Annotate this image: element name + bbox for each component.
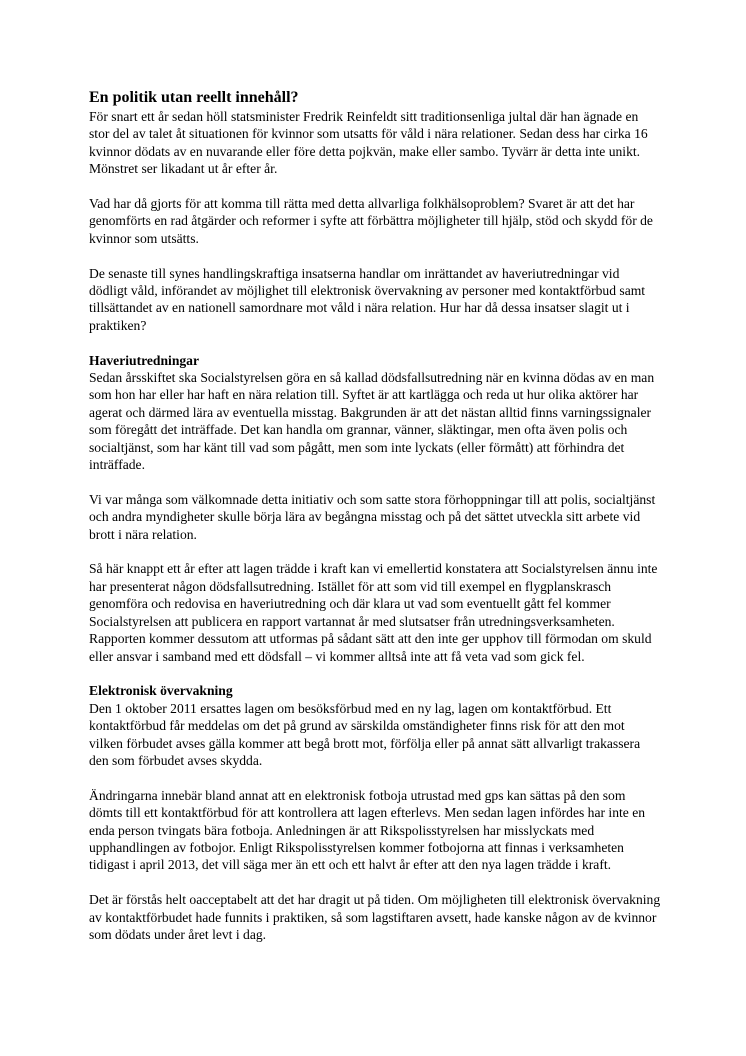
section2-paragraph-3: Det är förstås helt oacceptabelt att det har dragit ut på tiden. Om möjligheten till elektronisk övervakning av kontaktförbudet hade funnits i praktiken, så som lagstiftaren avsett, hade kanske någon av de kvinnor som dödats under året levt i dag.	[89, 892, 661, 942]
section1-paragraph-2: Vi var många som välkomnade detta initiativ och som satte stora förhoppningar till att polis, socialtjänst och andra myndigheter skulle börja lära av begångna misstag och på det sättet utveckla sitt arbete vid brott i nära relation.	[89, 491, 656, 542]
article-title: En politik utan reellt innehåll?	[89, 89, 299, 106]
section1-paragraph-1: Sedan årsskiftet ska Socialstyrelsen göra en så kallad dödsfallsutredning när en kvinna dödas av en man som hon har eller har haft en nära relation till. Syftet är att kartlägga och reda ut hur olika aktörer har agerat och därmed lära av eventuella misstag. Bakgrunden är att det nästan alltid finns varningssignaler som föregått det inträffade. Det kan handla om grannar, vänner, släktingar, men ofta även polis och socialtjänst, som har känt till vad som pågått, men som inte lyckats (eller förmått) att förhindra det inträffade.	[89, 370, 655, 473]
section2-paragraph-1: Den 1 oktober 2011 ersattes lagen om besöksförbud med en ny lag, lagen om kontaktförbud. Ett kontaktförbud får meddelas om det på grund av särskilda omständigheter finns risk för att den mot vilken förbudet avses gälla kommer att begå brott mot, förfölja eller på annat sätt allvarligt trakassera den som förbudet avses skydda.	[89, 700, 641, 768]
section2-paragraph-2: Ändringarna innebär bland annat att en elektronisk fotboja utrustad med gps kan sättas på den som dömts till ett kontaktförbud för att kontrollera att lagen efterlevs. Men sedan lagen infördes har inte en enda person tvingats bära fotboja. Anledningen är att Rikspolisstyrelsen har misslyckats med upphandlingen av fotbojor. Enligt Rikspolisstyrelsen kommer fotbojorna att finnas i verksamheten tidigast i april 2013, det vill säga mer än ett och ett halvt år efter att den nya lagen trädde i kraft.	[89, 787, 646, 873]
section-elektronisk-overvakning	[89, 682, 661, 943]
document-page	[89, 88, 661, 961]
section1-paragraph-3: Så här knappt ett år efter att lagen trädde i kraft kan vi emellertid konstatera att Socialstyrelsen ännu inte har presenterat någon dödsfallsutredning. Istället för att som vid till exempel en flygplanskrasch genomföra och redovisa en haveriutredning och där klara ut vad som eventuellt gått fel kommer Socialstyrelsen att publicera en rapport vartannat år med slutsatser från utredningsverksamheten. Rapporten kommer dessutom att utformas på sådant sätt att den inte ger upphov till förmodan om skuld eller ansvar i samband med ett dödsfall – vi kommer alltså inte att få veta vad som gick fel.	[89, 561, 658, 664]
intro-paragraph-1: För snart ett år sedan höll statsminister Fredrik Reinfeldt sitt traditionsenliga jultal där han ägnade en stor del av talet åt situationen för kvinnor som utsatts för våld i nära relationer. Sedan dess har cirka 16 kvinnor dödats av en nuvarande eller före detta pojkvän, make eller sambo. Tyvärr är detta inte unikt. Mönstret ser likadant ut år efter år.	[89, 109, 648, 177]
intro-paragraph-2: Vad har då gjorts för att komma till rätta med detta allvarliga folkhälsoproblem? Svaret är att det har genomförts en rad åtgärder och reformer i syfte att förbättra möjligheter till hjälp, stöd och skydd för de kvinnor som utsätts.	[89, 196, 653, 246]
section-heading-elektronisk-overvakning: Elektronisk övervakning	[89, 683, 233, 699]
intro-paragraph-3: De senaste till synes handlingskraftiga insatserna handlar om inrättandet av haveriutredningar vid dödligt våld, införandet av möjlighet till elektronisk övervakning av personer med kontaktförbud samt tillsättandet av en nationell samordnare mot våld i nära relation. Hur har då dessa insatser slagit ut i praktiken?	[89, 265, 646, 333]
section-haveriutredningar	[89, 352, 661, 665]
section-heading-haveriutredningar: Haveriutredningar	[89, 352, 200, 368]
intro-section	[89, 108, 661, 334]
